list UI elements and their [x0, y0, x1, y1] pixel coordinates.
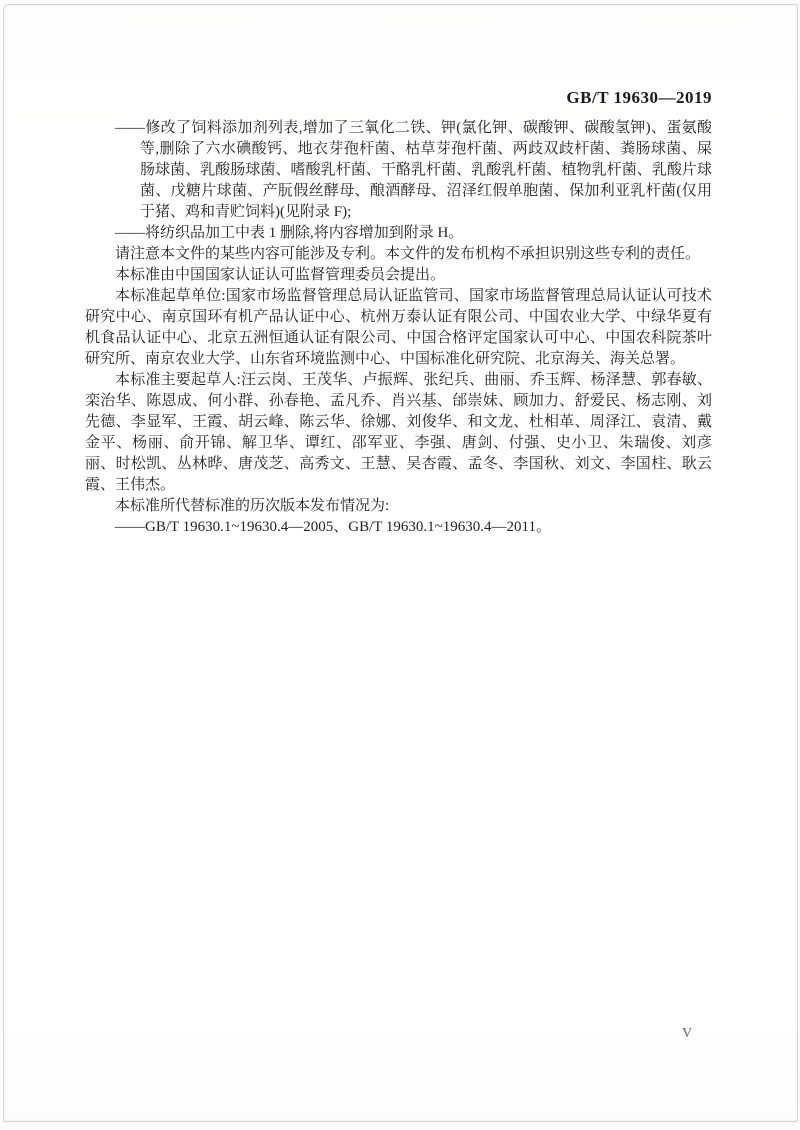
foreword-text-block: [85, 118, 712, 538]
previous-editions-intro-paragraph: 本标准所代替标准的历次版本发布情况为:: [115, 498, 390, 514]
standard-code-header: GB/T 19630—2019: [566, 88, 712, 107]
main-drafters-paragraph: 本标准主要起草人:汪云岗、王茂华、卢振辉、张纪兵、曲丽、乔玉辉、杨泽慧、郭春敏、栾治华、陈恩成、何小群、孙春艳、孟凡乔、肖兴基、邰崇妹、顾加力、舒爱民、杨志刚、刘先德、李显军、王霞、胡云峰、陈云华、徐娜、刘俊华、和文龙、杜相革、周泽江、袁清、戴金平、杨丽、俞开锦、解卫华、谭红、邵军亚、李强、唐剑、付强、史小卫、朱瑞俊、刘彦丽、时松凯、丛林晔、唐茂芝、高秀文、王慧、吴杏霞、孟冬、李国秋、刘文、李国柱、耿云霞、王伟杰。: [85, 372, 712, 493]
drafting-organizations-paragraph: 本标准起草单位:国家市场监督管理总局认证监管司、国家市场监督管理总局认证认可技术研究中心、南京国环有机产品认证中心、杭州万泰认证有限公司、中国农业大学、中绿华夏有机食品认证中心、北京五洲恒通认证有限公司、中国合格评定国家认可中心、中国农科院茶叶研究所、南京农业大学、山东省环境监测中心、中国标准化研究院、北京海关、海关总署。: [85, 288, 712, 367]
amendment-item-feed-additives: ——修改了饲料添加剂列表,增加了三氧化二铁、钾(氯化钾、碳酸钾、碳酸氢钾)、蛋氨酸等,删除了六水碘酸钙、地衣芽孢杆菌、枯草芽孢杆菌、两歧双歧杆菌、粪肠球菌、屎肠球菌、乳酸肠球菌、嗜酸乳杆菌、干酪乳杆菌、乳酸乳杆菌、植物乳杆菌、乳酸片球菌、戊糖片球菌、产朊假丝酵母、酿酒酵母、沼泽红假单胞菌、保加利亚乳杆菌(仅用于猪、鸡和青贮饲料)(见附录 F);: [115, 120, 712, 220]
page-number: V: [682, 1026, 693, 1041]
previous-editions-list-item: ——GB/T 19630.1~19630.4—2005、GB/T 19630.1~19630.4—2011。: [115, 519, 551, 535]
proposing-body-paragraph: 本标准由中国国家认证认可监督管理委员会提出。: [115, 267, 446, 283]
patent-notice-paragraph: 请注意本文件的某些内容可能涉及专利。本文件的发布机构不承担识别这些专利的责任。: [115, 246, 701, 262]
amendment-item-textile-processing: ——将纺织品加工中表 1 删除,将内容增加到附录 H。: [115, 225, 464, 241]
